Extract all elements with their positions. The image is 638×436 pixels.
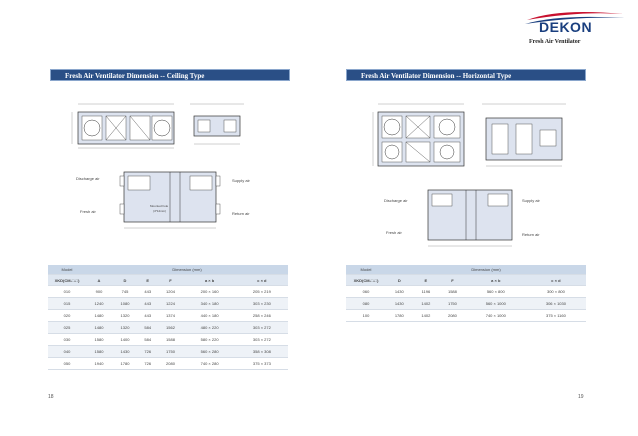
ceiling-side-view-drawing [186,100,248,152]
table-cell: 443 [138,298,158,310]
table-cell: 740 × 1000 [466,310,526,322]
table-cell: 440 × 180 [183,310,235,322]
table-cell: 375 × 1160 [526,310,586,322]
dimension-header: Dimension (mm) [86,265,288,275]
table-row [48,322,288,334]
table-cell: 080 [346,298,386,310]
table-cell: 1320 [112,310,138,322]
table-cell: 900 [86,286,112,298]
table-cell: 560 × 800 [466,286,526,298]
table-cell: 2080 [157,358,183,370]
table-cell: 584 [138,322,158,334]
table-cell: 1196 [413,286,440,298]
table-cell: 258 × 246 [236,310,288,322]
left-return-air-label: Return air [232,211,250,216]
table-cell: 1430 [386,286,413,298]
table-cell: 050 [48,358,86,370]
ceiling-front-view-drawing [68,100,183,152]
table-cell: 726 [138,358,158,370]
col-header: F [157,275,183,286]
table-cell: 1430 [386,298,413,310]
right-page-number: 19 [578,394,584,400]
model-header: Model [48,265,86,275]
horizontal-dimension-table [346,265,586,322]
left-discharge-air-label: Discharge air [76,176,100,181]
mounted-hole-label: Mounted hole [150,204,169,208]
table-cell: 1588 [439,286,466,298]
table-row [346,286,586,298]
left-supply-air-label: Supply air [232,178,250,183]
right-discharge-air-label: Discharge air [384,198,408,203]
horizontal-side-view-drawing [476,100,572,174]
table-cell: 580 × 220 [183,334,235,346]
mounted-hole-size-label: (4*12mm) [153,209,167,213]
table-cell: 1588 [157,334,183,346]
table-cell: 340 × 180 [183,298,235,310]
table-cell: 1400 [112,334,138,346]
ceiling-top-view-drawing [110,166,230,230]
right-supply-air-label: Supply air [522,198,540,203]
table-cell: 030 [48,334,86,346]
col-header: XKD(CM-□-□) [48,275,86,286]
ceiling-dimension-table [48,265,288,370]
col-header: E [413,275,440,286]
table-cell: 306 × 1030 [526,298,586,310]
table-cell: 1940 [86,358,112,370]
table-cell: 1580 [86,334,112,346]
left-page-title: Fresh Air Ventilator Dimension -- Ceiling Type [50,69,290,81]
col-header: F [439,275,466,286]
table-cell: 060 [346,286,386,298]
table-cell: 560 × 280 [183,346,235,358]
col-header: XKD(CM-□-□) [346,275,386,286]
table-row [48,358,288,370]
table-cell: 303 × 272 [236,334,288,346]
table-cell: 025 [48,322,86,334]
table-cell: 560 × 1000 [466,298,526,310]
col-header: D [112,275,138,286]
table-cell: 745 [112,286,138,298]
table-cell: 2080 [439,310,466,322]
model-header: Model [346,265,386,275]
col-header: c × d [236,275,288,286]
horizontal-top-view-drawing [414,184,524,248]
table-cell: 303 × 272 [236,322,288,334]
table-cell: 010 [48,286,86,298]
table-cell: 1562 [157,322,183,334]
table-cell: 1204 [157,286,183,298]
table-cell: 726 [138,346,158,358]
table-cell: 1224 [157,298,183,310]
table-cell: 1780 [112,358,138,370]
table-row [48,346,288,358]
table-cell: 205 × 219 [236,286,288,298]
table-cell: 1374 [157,310,183,322]
table-cell: 1320 [112,322,138,334]
col-header: a × b [466,275,526,286]
table-cell: 740 × 280 [183,358,235,370]
table-cell: 040 [48,346,86,358]
dimension-header: Dimension (mm) [386,265,586,275]
table-cell: 1750 [439,298,466,310]
table-cell: 358 × 308 [236,346,288,358]
table-row [346,310,586,322]
table-cell: 1240 [86,298,112,310]
left-page-number: 18 [48,394,54,400]
table-cell: 1480 [86,322,112,334]
horizontal-front-view-drawing [370,100,470,174]
brand-name: DEKON [539,19,593,35]
table-cell: 020 [48,310,86,322]
table-cell: 480 × 220 [183,322,235,334]
table-row [48,286,288,298]
table-cell: 1402 [413,310,440,322]
table-row [48,334,288,346]
brand-logo [519,6,631,54]
right-page-title: Fresh Air Ventilator Dimension -- Horizontal Type [346,69,586,81]
col-header: c × d [526,275,586,286]
table-cell: 1780 [386,310,413,322]
table-cell: 1580 [86,346,112,358]
col-header: D [386,275,413,286]
table-cell: 100 [346,310,386,322]
table-row [346,298,586,310]
table-cell: 443 [138,286,158,298]
table-cell: 584 [138,334,158,346]
table-cell: 200 × 160 [183,286,235,298]
table-row [48,310,288,322]
table-cell: 303 × 230 [236,298,288,310]
table-cell: 300 × 800 [526,286,586,298]
table-cell: 1480 [86,310,112,322]
right-fresh-air-label: Fresh air [386,230,402,235]
table-cell: 1402 [413,298,440,310]
table-cell: 1080 [112,298,138,310]
col-header: a × b [183,275,235,286]
brand-tagline: Fresh Air Ventilator [529,39,581,45]
left-fresh-air-label: Fresh air [80,209,96,214]
col-header: A [86,275,112,286]
table-cell: 1750 [157,346,183,358]
table-cell: 1430 [112,346,138,358]
table-cell: 375 × 373 [236,358,288,370]
table-row [48,298,288,310]
table-cell: 443 [138,310,158,322]
col-header: E [138,275,158,286]
table-cell: 015 [48,298,86,310]
right-return-air-label: Return air [522,232,540,237]
